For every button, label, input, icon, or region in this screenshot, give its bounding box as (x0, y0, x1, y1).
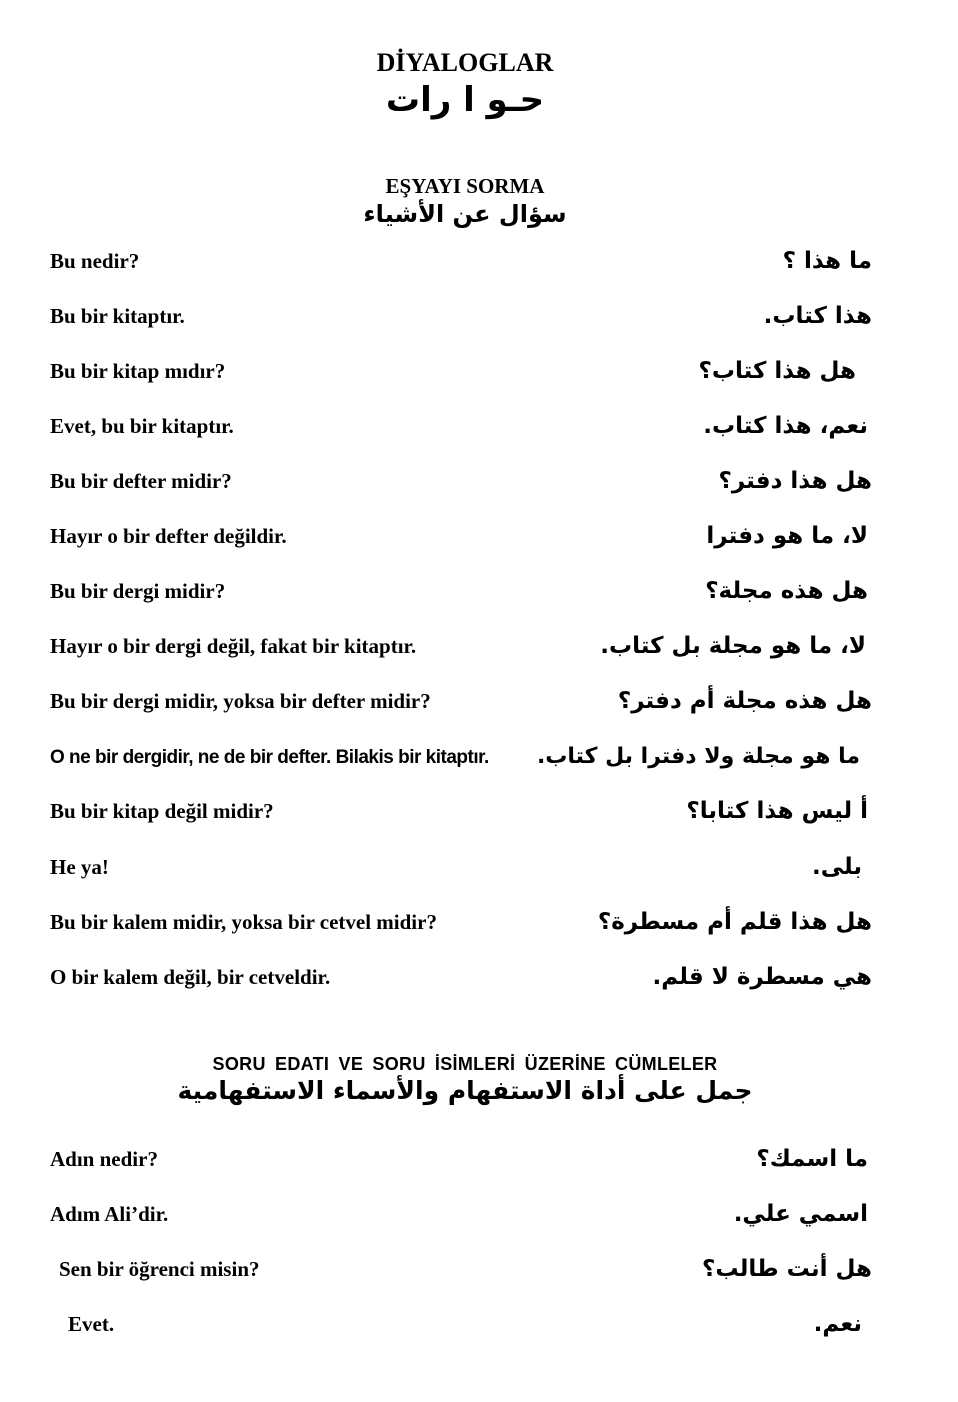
arabic-sentence: نعم. (813, 1311, 862, 1337)
arabic-sentence: هل هذا قلم أم مسطرة؟ (597, 909, 872, 935)
arabic-sentence: لا، ما هو مجلة بل كتاب. (600, 633, 866, 659)
dialogue-row (50, 570, 872, 610)
arabic-sentence: اسمي علي. (733, 1201, 868, 1227)
dialogue-row (50, 515, 872, 555)
dialogue-row (50, 240, 872, 280)
arabic-sentence: لا، ما هو دفترا (706, 523, 868, 549)
turkish-sentence: Evet. (68, 1312, 115, 1336)
turkish-sentence: Bu bir kalem midir, yoksa bir cetvel midir? (50, 910, 437, 934)
turkish-sentence: Bu bir kitap mıdır? (50, 359, 226, 383)
dialogue-row (50, 1248, 872, 1288)
turkish-sentence: Evet, bu bir kitaptır. (50, 414, 234, 438)
arabic-sentence: ما هو مجلة ولا دفترا بل كتاب. (536, 744, 860, 769)
turkish-sentence: Bu nedir? (50, 249, 140, 273)
dialogue-row (50, 790, 872, 830)
arabic-sentence: أ ليس هذا كتابا؟ (686, 798, 868, 824)
turkish-sentence: He ya! (50, 855, 109, 879)
dialogue-row (50, 735, 872, 775)
dialogue-row (50, 680, 872, 720)
turkish-sentence: Sen bir öğrenci misin? (59, 1257, 260, 1281)
arabic-sentence: هل هذا دفتر؟ (718, 468, 872, 494)
turkish-sentence: O ne bir dergidir, ne de bir defter. Bilakis bir kitaptır. (50, 747, 489, 768)
dialogue-row (50, 460, 872, 500)
dialogue-row (50, 1138, 872, 1178)
turkish-sentence: Bu bir dergi midir? (50, 579, 226, 603)
arabic-sentence: هل أنت طالب؟ (702, 1256, 872, 1282)
section-heading-arabic: جمل على أداة الاستفهام والأسماء الاستفهامية (177, 1076, 753, 1105)
arabic-sentence: نعم، هذا كتاب. (703, 413, 868, 439)
arabic-sentence: ما اسمك؟ (756, 1146, 868, 1172)
dialogue-row (50, 846, 872, 886)
turkish-sentence: Adım Ali’dir. (50, 1202, 169, 1226)
section-heading: SORU EDATI VE SORU İSİMLERİ ÜZERİNE CÜMLELER (212, 1054, 718, 1074)
page-title: DİYALOGLAR (376, 48, 554, 77)
section-heading: EŞYAYI SORMA (385, 174, 545, 198)
arabic-sentence: بلى. (811, 854, 862, 880)
arabic-sentence: هل هذا كتاب؟ (698, 358, 856, 384)
turkish-sentence: Hayır o bir defter değildir. (50, 524, 287, 548)
dialogue-row (50, 956, 872, 996)
dialogue-row (50, 1193, 872, 1233)
turkish-sentence: Adın nedir? (50, 1147, 158, 1171)
page-title-arabic: حـو ا رات (385, 80, 545, 120)
dialogue-row (50, 625, 872, 665)
turkish-sentence: Bu bir kitaptır. (50, 304, 185, 328)
turkish-sentence: Bu bir defter midir? (50, 469, 232, 493)
dialogue-row (50, 405, 872, 445)
dialogue-row (50, 295, 872, 335)
turkish-sentence: Bu bir kitap değil midir? (50, 799, 274, 823)
section-heading-arabic: سؤال عن الأشياء (363, 200, 567, 228)
turkish-sentence: O bir kalem değil, bir cetveldir. (50, 965, 331, 989)
turkish-sentence: Hayır o bir dergi değil, fakat bir kitaptır. (50, 634, 417, 658)
arabic-sentence: هذا كتاب. (763, 303, 872, 329)
arabic-sentence: هي مسطرة لا قلم. (652, 964, 872, 990)
arabic-sentence: ما هذا ؟ (782, 248, 872, 274)
dialogue-row (50, 901, 872, 941)
turkish-sentence: Bu bir dergi midir, yoksa bir defter midir? (50, 689, 431, 713)
dialogue-row (50, 350, 872, 390)
arabic-sentence: هل هذه مجلة؟ (705, 578, 868, 604)
dialogue-row (50, 1303, 872, 1343)
arabic-sentence: هل هذه مجلة أم دفتر؟ (617, 688, 872, 714)
